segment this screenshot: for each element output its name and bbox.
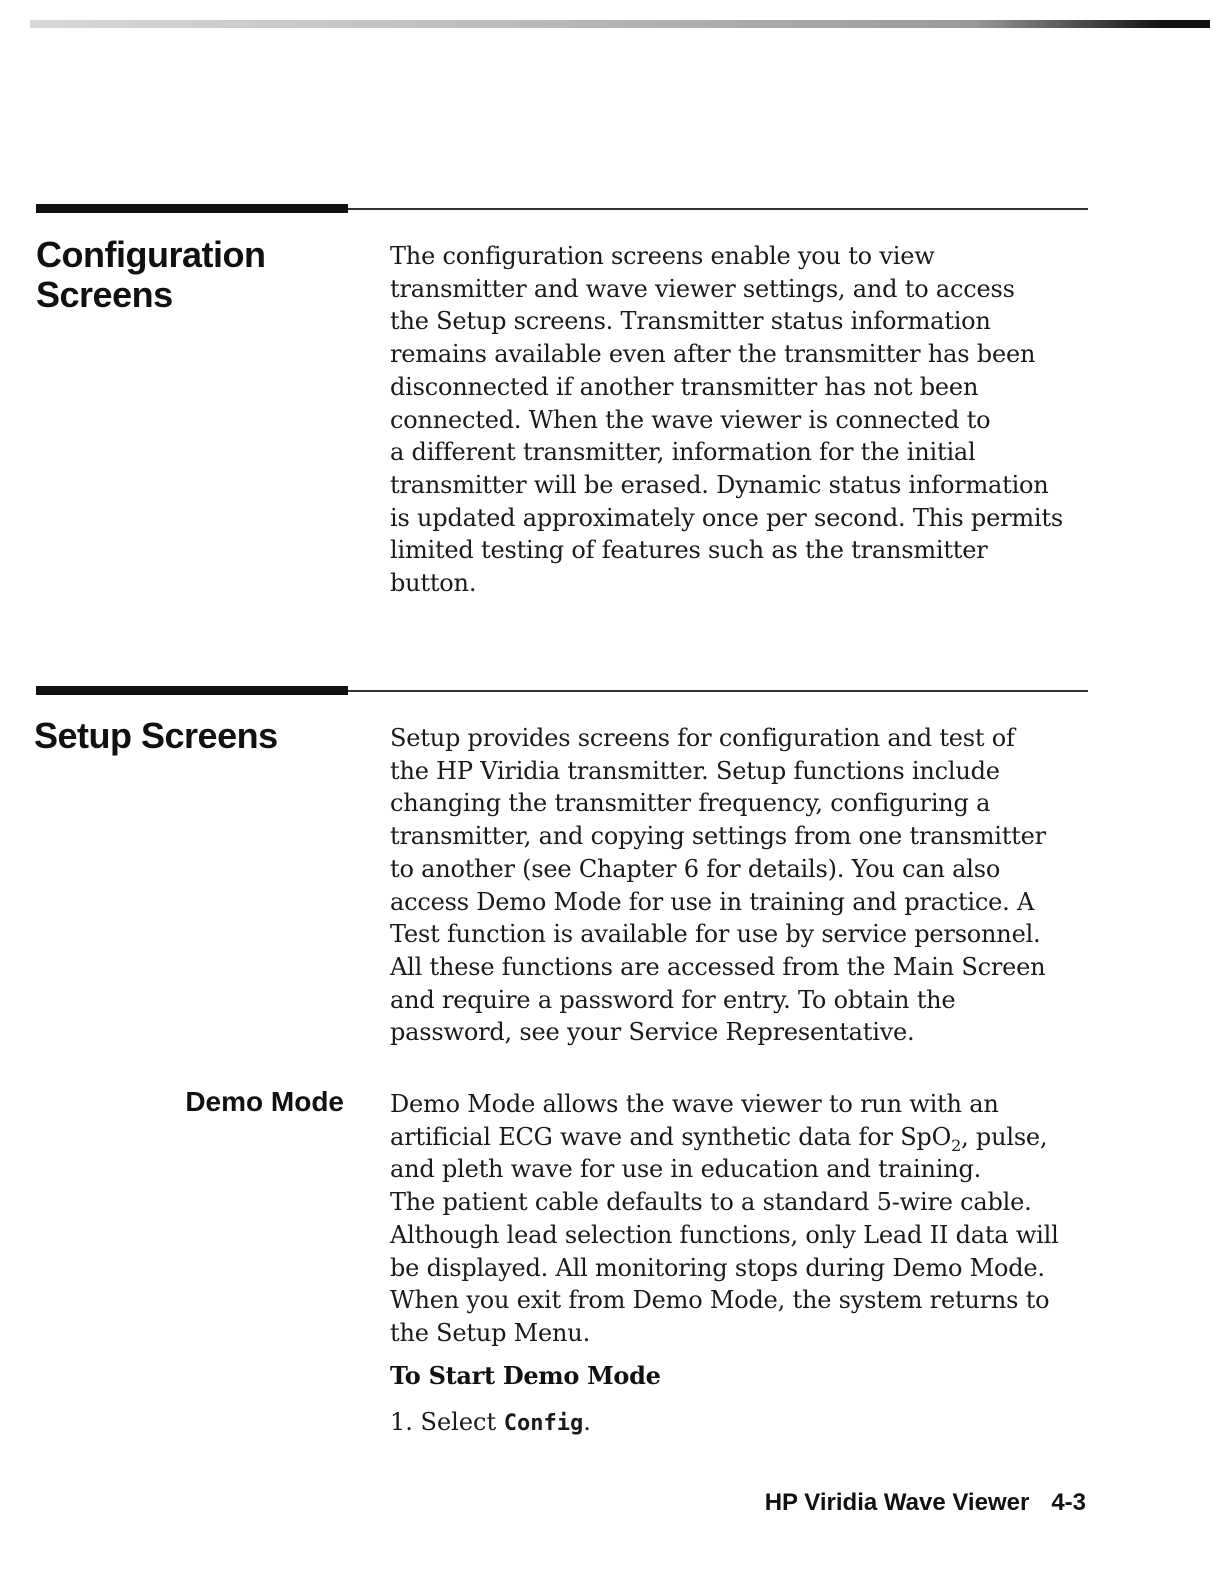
section-heading-configuration-screens bbox=[36, 235, 265, 315]
text-line: button. bbox=[390, 569, 477, 598]
text-fragment: artificial ECG wave and synthetic data for SpO bbox=[390, 1122, 952, 1151]
subscript: 2 bbox=[951, 1135, 962, 1155]
section-rule-config bbox=[36, 204, 1088, 214]
text-line: the Setup Menu. bbox=[390, 1318, 590, 1347]
text-line: is updated approximately once per second. This permits bbox=[390, 503, 1063, 532]
section-rule-thin bbox=[348, 208, 1088, 210]
text-line: Test function is available for use by service personnel. bbox=[390, 920, 1041, 949]
text-line: password, see your Service Representative. bbox=[390, 1018, 915, 1047]
step-text: 1. Select bbox=[390, 1408, 497, 1436]
text-line: transmitter, and copying settings from one transmitter bbox=[390, 822, 1046, 851]
top-scan-rule bbox=[30, 20, 1210, 28]
text-line: the HP Viridia transmitter. Setup functions include bbox=[390, 756, 1000, 785]
heading-line: Configuration bbox=[36, 234, 266, 275]
text-line: be displayed. All monitoring stops during Demo Mode. bbox=[390, 1253, 1045, 1282]
footer-title: HP Viridia Wave Viewer bbox=[764, 1489, 1030, 1516]
text-line: and require a password for entry. To obtain the bbox=[390, 985, 956, 1014]
config-command: Config bbox=[503, 1411, 584, 1436]
text-line: and pleth wave for use in education and training. bbox=[390, 1155, 982, 1184]
setup-body-paragraph bbox=[390, 722, 1090, 1049]
heading-line: Screens bbox=[36, 274, 173, 315]
text-line: When you exit from Demo Mode, the system returns to bbox=[390, 1286, 1050, 1315]
procedure-heading: To Start Demo Mode bbox=[390, 1361, 661, 1390]
text-line: a different transmitter, information for the initial bbox=[390, 438, 976, 467]
page-number: 4-3 bbox=[1051, 1489, 1086, 1516]
section-heading-setup-screens: Setup Screens bbox=[34, 715, 278, 756]
section-rule-thick bbox=[36, 204, 348, 213]
text-line bbox=[390, 1121, 1090, 1154]
text-line: The patient cable defaults to a standard 5-wire cable. bbox=[390, 1188, 1032, 1217]
step-punctuation: . bbox=[583, 1408, 591, 1436]
subsection-heading-demo-mode: Demo Mode bbox=[185, 1086, 344, 1117]
config-body-paragraph bbox=[390, 240, 1090, 600]
section-rule-thin bbox=[348, 690, 1088, 692]
text-line: All these functions are accessed from the Main Screen bbox=[390, 952, 1046, 981]
text-line: to another (see Chapter 6 for details). You can also bbox=[390, 854, 1001, 883]
text-line: transmitter and wave viewer settings, and to access bbox=[390, 274, 1015, 303]
text-line: connected. When the wave viewer is connected to bbox=[390, 405, 991, 434]
text-fragment: , pulse, bbox=[961, 1122, 1048, 1151]
text-line: limited testing of features such as the transmitter bbox=[390, 536, 988, 565]
text-line: Setup provides screens for configuration and test of bbox=[390, 724, 1015, 752]
section-rule-setup bbox=[36, 686, 1088, 696]
text-line: access Demo Mode for use in training and practice. A bbox=[390, 887, 1035, 916]
text-line: disconnected if another transmitter has not been bbox=[390, 372, 979, 401]
page-footer bbox=[765, 1488, 1086, 1518]
section-rule-thick bbox=[36, 686, 348, 695]
text-line: changing the transmitter frequency, configuring a bbox=[390, 789, 991, 818]
text-line: the Setup screens. Transmitter status information bbox=[390, 307, 991, 336]
text-line: remains available even after the transmitter has been bbox=[390, 340, 1036, 369]
text-line: The configuration screens enable you to view bbox=[390, 242, 935, 270]
procedure-step-1 bbox=[390, 1406, 591, 1440]
demo-body-paragraph bbox=[390, 1088, 1090, 1350]
text-line: Demo Mode allows the wave viewer to run with an bbox=[390, 1090, 999, 1118]
text-line: Although lead selection functions, only Lead II data will bbox=[390, 1220, 1059, 1249]
text-line: transmitter will be erased. Dynamic status information bbox=[390, 470, 1049, 499]
